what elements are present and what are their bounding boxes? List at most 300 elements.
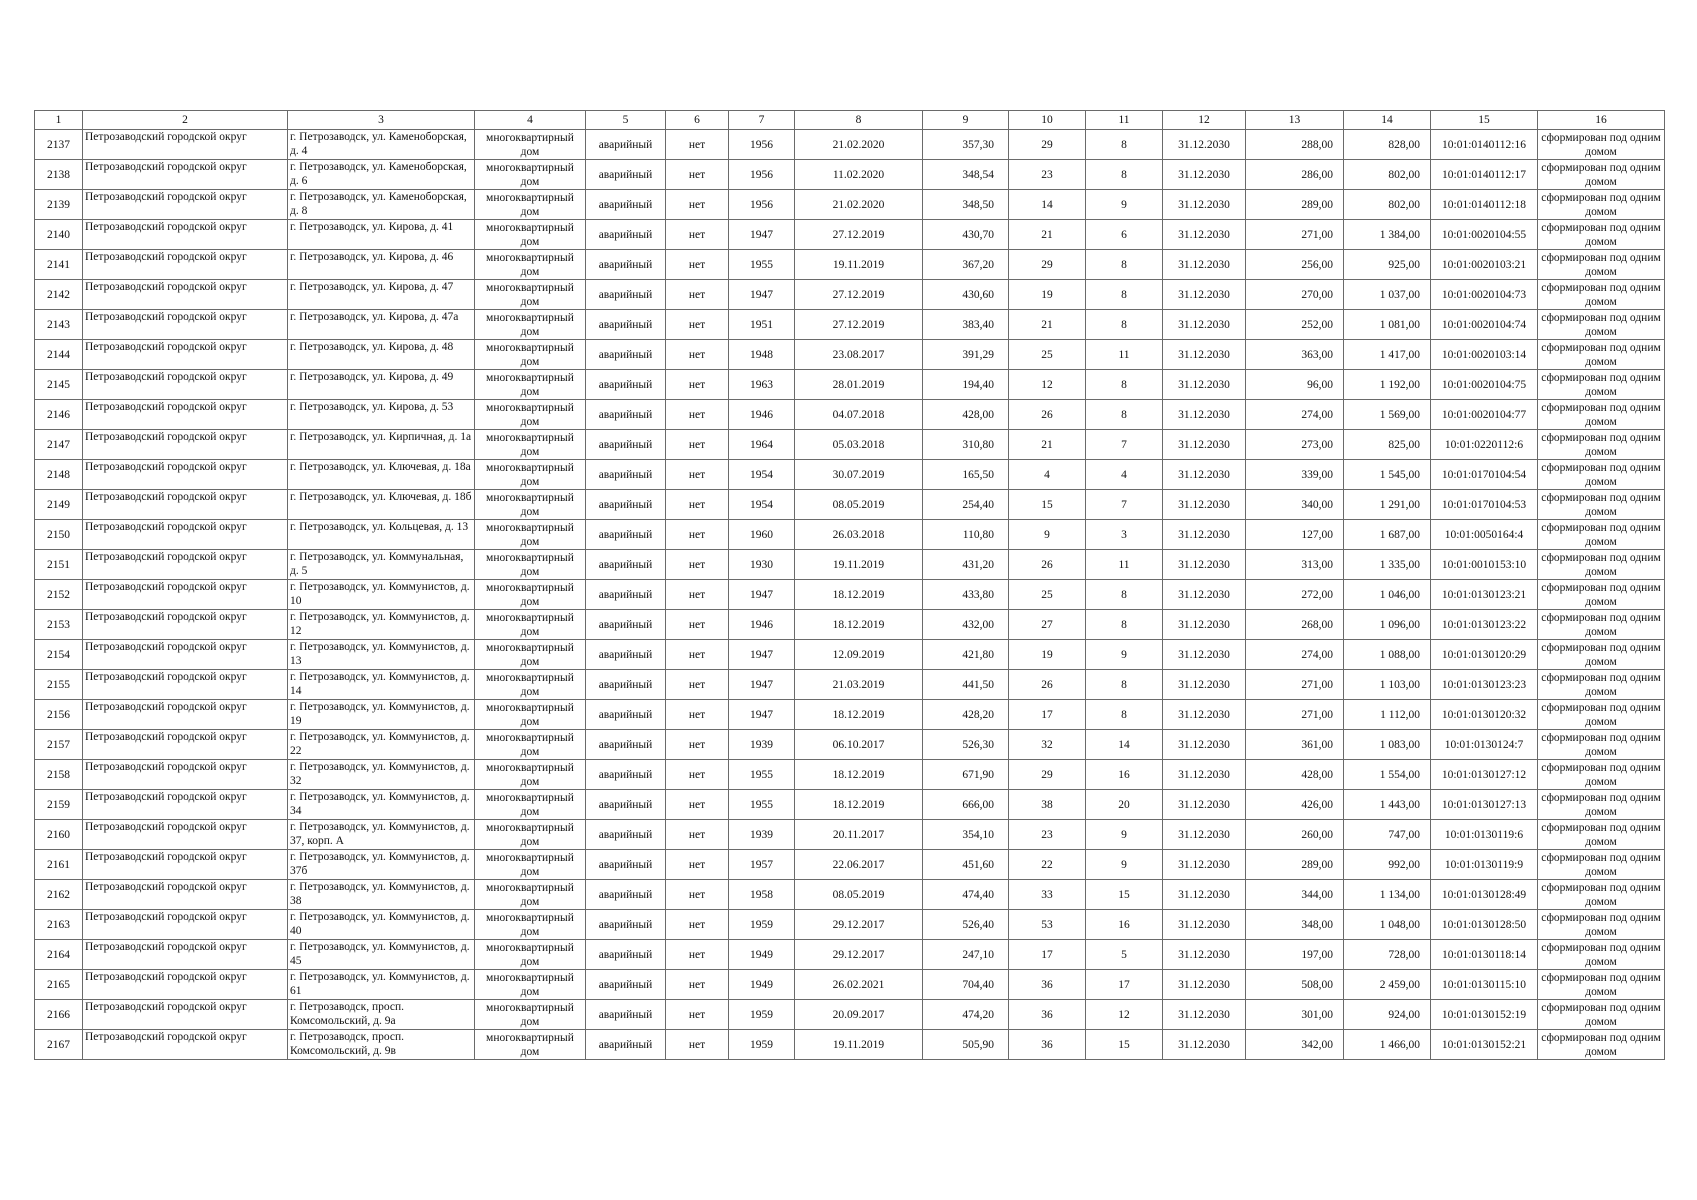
cell-note: сформирован под одним домом [1538,490,1665,520]
cell-area: 354,10 [923,820,1009,850]
cell-address: г. Петрозаводск, ул. Кирова, д. 46 [288,250,475,280]
cell-address: г. Петрозаводск, ул. Кирпичная, д. 1а [288,430,475,460]
cell-cost: 925,00 [1344,250,1431,280]
cell-row-number: 2152 [35,580,83,610]
cell-date: 20.11.2017 [795,820,923,850]
cell-deadline: 31.12.2030 [1163,1000,1246,1030]
cell-area-2: 428,00 [1246,760,1344,790]
cell-area: 421,80 [923,640,1009,670]
cell-note: сформирован под одним домом [1538,670,1665,700]
cell-building-type: многоквартирный дом [475,490,586,520]
cell-area: 367,20 [923,250,1009,280]
cell-apartments: 9 [1086,850,1163,880]
cell-year-built: 1947 [729,580,795,610]
column-header-15: 15 [1431,111,1538,130]
cell-municipality: Петрозаводский городской округ [83,610,288,640]
cell-year-built: 1959 [729,1030,795,1060]
table-row [35,850,1665,880]
cell-row-number: 2158 [35,760,83,790]
cell-apartments: 17 [1086,970,1163,1000]
cell-date: 12.09.2019 [795,640,923,670]
cell-cadastral-number: 10:01:0020103:21 [1431,250,1538,280]
cell-apartments: 11 [1086,550,1163,580]
cell-cadastral-number: 10:01:0140112:17 [1431,160,1538,190]
cell-municipality: Петрозаводский городской округ [83,310,288,340]
cell-deadline: 31.12.2030 [1163,790,1246,820]
cell-deadline: 31.12.2030 [1163,220,1246,250]
cell-deadline: 31.12.2030 [1163,640,1246,670]
cell-note: сформирован под одним домом [1538,1030,1665,1060]
cell-note: сформирован под одним домом [1538,730,1665,760]
cell-apartments: 12 [1086,1000,1163,1030]
cell-area-2: 342,00 [1246,1030,1344,1060]
cell-year-built: 1956 [729,160,795,190]
cell-cost: 1 687,00 [1344,520,1431,550]
cell-municipality: Петрозаводский городской округ [83,1030,288,1060]
cell-residents: 36 [1009,970,1086,1000]
cell-apartments: 4 [1086,460,1163,490]
cell-deadline: 31.12.2030 [1163,670,1246,700]
cell-apartments: 11 [1086,340,1163,370]
cell-area-2: 271,00 [1246,220,1344,250]
cell-deadline: 31.12.2030 [1163,910,1246,940]
cell-row-number: 2167 [35,1030,83,1060]
cell-note: сформирован под одним домом [1538,430,1665,460]
table-row [35,460,1665,490]
cell-year-built: 1949 [729,970,795,1000]
cell-note: сформирован под одним домом [1538,790,1665,820]
cell-year-built: 1955 [729,760,795,790]
cell-flag: нет [666,910,729,940]
cell-area-2: 197,00 [1246,940,1344,970]
cell-residents: 9 [1009,520,1086,550]
cell-cadastral-number: 10:01:0130118:14 [1431,940,1538,970]
cell-cost: 1 083,00 [1344,730,1431,760]
cell-building-type: многоквартирный дом [475,940,586,970]
cell-address: г. Петрозаводск, просп. Комсомольский, д. 9в [288,1030,475,1060]
cell-date: 18.12.2019 [795,580,923,610]
cell-area-2: 268,00 [1246,610,1344,640]
cell-note: сформирован под одним домом [1538,400,1665,430]
table-row [35,820,1665,850]
cell-municipality: Петрозаводский городской округ [83,910,288,940]
cell-year-built: 1955 [729,790,795,820]
cell-year-built: 1947 [729,280,795,310]
cell-address: г. Петрозаводск, ул. Коммунистов, д. 37, корп. А [288,820,475,850]
cell-deadline: 31.12.2030 [1163,370,1246,400]
cell-municipality: Петрозаводский городской округ [83,850,288,880]
cell-cost: 1 096,00 [1344,610,1431,640]
cell-address: г. Петрозаводск, ул. Коммунистов, д. 10 [288,580,475,610]
cell-condition: аварийный [586,490,666,520]
cell-municipality: Петрозаводский городской округ [83,400,288,430]
cell-residents: 21 [1009,430,1086,460]
cell-cadastral-number: 10:01:0130128:49 [1431,880,1538,910]
cell-year-built: 1930 [729,550,795,580]
cell-deadline: 31.12.2030 [1163,850,1246,880]
cell-year-built: 1956 [729,190,795,220]
cell-deadline: 31.12.2030 [1163,1030,1246,1060]
cell-residents: 23 [1009,820,1086,850]
table-row [35,610,1665,640]
cell-cost: 728,00 [1344,940,1431,970]
cell-address: г. Петрозаводск, ул. Ключевая, д. 18а [288,460,475,490]
cell-year-built: 1948 [729,340,795,370]
cell-row-number: 2153 [35,610,83,640]
cell-building-type: многоквартирный дом [475,640,586,670]
cell-cost: 1 112,00 [1344,700,1431,730]
cell-condition: аварийный [586,340,666,370]
cell-municipality: Петрозаводский городской округ [83,550,288,580]
cell-building-type: многоквартирный дом [475,280,586,310]
cell-residents: 25 [1009,580,1086,610]
cell-municipality: Петрозаводский городской округ [83,670,288,700]
cell-row-number: 2162 [35,880,83,910]
cell-residents: 36 [1009,1030,1086,1060]
cell-row-number: 2148 [35,460,83,490]
cell-building-type: многоквартирный дом [475,910,586,940]
cell-building-type: многоквартирный дом [475,730,586,760]
table-row [35,190,1665,220]
table-row [35,670,1665,700]
cell-apartments: 20 [1086,790,1163,820]
cell-date: 08.05.2019 [795,490,923,520]
cell-flag: нет [666,580,729,610]
cell-municipality: Петрозаводский городской округ [83,580,288,610]
column-header-14: 14 [1344,111,1431,130]
cell-apartments: 15 [1086,880,1163,910]
cell-row-number: 2137 [35,130,83,160]
cell-date: 26.03.2018 [795,520,923,550]
cell-deadline: 31.12.2030 [1163,130,1246,160]
cell-row-number: 2140 [35,220,83,250]
cell-cadastral-number: 10:01:0020103:14 [1431,340,1538,370]
cell-date: 27.12.2019 [795,220,923,250]
cell-area-2: 272,00 [1246,580,1344,610]
cell-year-built: 1956 [729,130,795,160]
table-row [35,640,1665,670]
cell-apartments: 8 [1086,280,1163,310]
cell-condition: аварийный [586,430,666,460]
table-header [35,111,1665,130]
cell-note: сформирован под одним домом [1538,850,1665,880]
cell-year-built: 1949 [729,940,795,970]
table-row [35,700,1665,730]
cell-deadline: 31.12.2030 [1163,250,1246,280]
cell-flag: нет [666,1030,729,1060]
cell-municipality: Петрозаводский городской округ [83,190,288,220]
table-row [35,220,1665,250]
cell-deadline: 31.12.2030 [1163,580,1246,610]
cell-apartments: 16 [1086,760,1163,790]
cell-row-number: 2142 [35,280,83,310]
cell-building-type: многоквартирный дом [475,430,586,460]
cell-condition: аварийный [586,460,666,490]
cell-municipality: Петрозаводский городской округ [83,280,288,310]
cell-cost: 825,00 [1344,430,1431,460]
cell-apartments: 8 [1086,610,1163,640]
table-row [35,280,1665,310]
cell-cost: 1 081,00 [1344,310,1431,340]
cell-row-number: 2151 [35,550,83,580]
cell-cadastral-number: 10:01:0130124:7 [1431,730,1538,760]
cell-area: 474,20 [923,1000,1009,1030]
cell-deadline: 31.12.2030 [1163,310,1246,340]
cell-cost: 1 554,00 [1344,760,1431,790]
cell-row-number: 2143 [35,310,83,340]
cell-note: сформирован под одним домом [1538,910,1665,940]
cell-municipality: Петрозаводский городской округ [83,730,288,760]
cell-row-number: 2149 [35,490,83,520]
column-header-10: 10 [1009,111,1086,130]
cell-apartments: 16 [1086,910,1163,940]
cell-address: г. Петрозаводск, ул. Коммунистов, д. 13 [288,640,475,670]
cell-row-number: 2163 [35,910,83,940]
cell-address: г. Петрозаводск, ул. Кольцевая, д. 13 [288,520,475,550]
cell-cost: 1 192,00 [1344,370,1431,400]
table-row [35,1030,1665,1060]
cell-condition: аварийный [586,670,666,700]
cell-municipality: Петрозаводский городской округ [83,430,288,460]
cell-address: г. Петрозаводск, ул. Кирова, д. 41 [288,220,475,250]
cell-area: 430,60 [923,280,1009,310]
column-header-7: 7 [729,111,795,130]
cell-flag: нет [666,340,729,370]
cell-address: г. Петрозаводск, ул. Коммунистов, д. 45 [288,940,475,970]
cell-apartments: 8 [1086,250,1163,280]
cell-condition: аварийный [586,520,666,550]
cell-note: сформирован под одним домом [1538,280,1665,310]
cell-municipality: Петрозаводский городской округ [83,790,288,820]
cell-flag: нет [666,880,729,910]
cell-note: сформирован под одним домом [1538,340,1665,370]
cell-condition: аварийный [586,220,666,250]
cell-apartments: 9 [1086,820,1163,850]
cell-note: сформирован под одним домом [1538,610,1665,640]
cell-note: сформирован под одним домом [1538,970,1665,1000]
cell-flag: нет [666,610,729,640]
cell-note: сформирован под одним домом [1538,460,1665,490]
cell-deadline: 31.12.2030 [1163,970,1246,1000]
cell-flag: нет [666,970,729,1000]
cell-row-number: 2157 [35,730,83,760]
cell-date: 29.12.2017 [795,910,923,940]
cell-building-type: многоквартирный дом [475,880,586,910]
cell-flag: нет [666,790,729,820]
cell-area: 441,50 [923,670,1009,700]
cell-flag: нет [666,670,729,700]
cell-building-type: многоквартирный дом [475,1000,586,1030]
cell-municipality: Петрозаводский городской округ [83,970,288,1000]
column-header-12: 12 [1163,111,1246,130]
cell-year-built: 1954 [729,490,795,520]
table-row [35,400,1665,430]
cell-municipality: Петрозаводский городской округ [83,940,288,970]
cell-deadline: 31.12.2030 [1163,520,1246,550]
column-header-13: 13 [1246,111,1344,130]
cell-building-type: многоквартирный дом [475,1030,586,1060]
cell-condition: аварийный [586,400,666,430]
cell-cadastral-number: 10:01:0130123:21 [1431,580,1538,610]
cell-cadastral-number: 10:01:0170104:54 [1431,460,1538,490]
table-row [35,160,1665,190]
cell-condition: аварийный [586,640,666,670]
cell-cost: 1 291,00 [1344,490,1431,520]
cell-area-2: 271,00 [1246,700,1344,730]
cell-deadline: 31.12.2030 [1163,880,1246,910]
table-row [35,340,1665,370]
cell-building-type: многоквартирный дом [475,460,586,490]
cell-building-type: многоквартирный дом [475,550,586,580]
cell-cost: 1 384,00 [1344,220,1431,250]
cell-cost: 828,00 [1344,130,1431,160]
cell-cost: 802,00 [1344,190,1431,220]
cell-row-number: 2161 [35,850,83,880]
cell-note: сформирован под одним домом [1538,940,1665,970]
cell-cadastral-number: 10:01:0130123:22 [1431,610,1538,640]
cell-condition: аварийный [586,550,666,580]
cell-flag: нет [666,820,729,850]
cell-cost: 1 103,00 [1344,670,1431,700]
cell-address: г. Петрозаводск, ул. Коммунальная, д. 5 [288,550,475,580]
cell-apartments: 8 [1086,670,1163,700]
cell-condition: аварийный [586,760,666,790]
cell-address: г. Петрозаводск, ул. Каменоборская, д. 6 [288,160,475,190]
cell-residents: 21 [1009,220,1086,250]
cell-apartments: 7 [1086,490,1163,520]
cell-year-built: 1946 [729,400,795,430]
cell-year-built: 1957 [729,850,795,880]
cell-address: г. Петрозаводск, ул. Коммунистов, д. 22 [288,730,475,760]
cell-area: 110,80 [923,520,1009,550]
cell-area-2: 289,00 [1246,850,1344,880]
cell-year-built: 1959 [729,910,795,940]
cell-area: 666,00 [923,790,1009,820]
cell-deadline: 31.12.2030 [1163,280,1246,310]
cell-row-number: 2159 [35,790,83,820]
cell-note: сформирован под одним домом [1538,520,1665,550]
cell-building-type: многоквартирный дом [475,970,586,1000]
cell-building-type: многоквартирный дом [475,310,586,340]
cell-date: 18.12.2019 [795,760,923,790]
header-row [35,111,1665,130]
cell-address: г. Петрозаводск, ул. Ключевая, д. 18б [288,490,475,520]
cell-flag: нет [666,460,729,490]
cell-area-2: 361,00 [1246,730,1344,760]
cell-row-number: 2166 [35,1000,83,1030]
cell-residents: 25 [1009,340,1086,370]
cell-deadline: 31.12.2030 [1163,190,1246,220]
column-header-1: 1 [35,111,83,130]
cell-area-2: 127,00 [1246,520,1344,550]
cell-apartments: 7 [1086,430,1163,460]
table-row [35,790,1665,820]
cell-area: 704,40 [923,970,1009,1000]
cell-deadline: 31.12.2030 [1163,550,1246,580]
cell-row-number: 2147 [35,430,83,460]
cell-deadline: 31.12.2030 [1163,700,1246,730]
cell-area-2: 344,00 [1246,880,1344,910]
cell-year-built: 1939 [729,820,795,850]
cell-cost: 1 335,00 [1344,550,1431,580]
cell-apartments: 8 [1086,370,1163,400]
table-row [35,490,1665,520]
table-row [35,130,1665,160]
cell-deadline: 31.12.2030 [1163,610,1246,640]
cell-cadastral-number: 10:01:0020104:73 [1431,280,1538,310]
cell-cadastral-number: 10:01:0130119:6 [1431,820,1538,850]
table-row [35,580,1665,610]
cell-date: 23.08.2017 [795,340,923,370]
cell-year-built: 1958 [729,880,795,910]
cell-cost: 1 569,00 [1344,400,1431,430]
cell-cost: 1 466,00 [1344,1030,1431,1060]
cell-apartments: 6 [1086,220,1163,250]
cell-deadline: 31.12.2030 [1163,340,1246,370]
cell-building-type: многоквартирный дом [475,220,586,250]
cell-note: сформирован под одним домом [1538,550,1665,580]
cell-date: 18.12.2019 [795,790,923,820]
cell-address: г. Петрозаводск, ул. Коммунистов, д. 61 [288,970,475,1000]
cell-address: г. Петрозаводск, ул. Кирова, д. 49 [288,370,475,400]
cell-condition: аварийный [586,190,666,220]
cell-cadastral-number: 10:01:0130115:10 [1431,970,1538,1000]
cell-residents: 19 [1009,640,1086,670]
cell-apartments: 8 [1086,160,1163,190]
cell-address: г. Петрозаводск, ул. Коммунистов, д. 12 [288,610,475,640]
column-header-6: 6 [666,111,729,130]
cell-date: 06.10.2017 [795,730,923,760]
cell-residents: 17 [1009,700,1086,730]
cell-condition: аварийный [586,580,666,610]
cell-residents: 29 [1009,760,1086,790]
cell-area-2: 289,00 [1246,190,1344,220]
cell-address: г. Петрозаводск, ул. Коммунистов, д. 19 [288,700,475,730]
cell-condition: аварийный [586,280,666,310]
cell-residents: 33 [1009,880,1086,910]
cell-row-number: 2165 [35,970,83,1000]
cell-address: г. Петрозаводск, ул. Коммунистов, д. 34 [288,790,475,820]
cell-deadline: 31.12.2030 [1163,940,1246,970]
cell-residents: 15 [1009,490,1086,520]
cell-area: 526,30 [923,730,1009,760]
cell-residents: 29 [1009,130,1086,160]
cell-area-2: 426,00 [1246,790,1344,820]
cell-area-2: 256,00 [1246,250,1344,280]
cell-note: сформирован под одним домом [1538,220,1665,250]
cell-flag: нет [666,850,729,880]
cell-row-number: 2154 [35,640,83,670]
cell-area: 357,30 [923,130,1009,160]
cell-cadastral-number: 10:01:0020104:74 [1431,310,1538,340]
cell-condition: аварийный [586,820,666,850]
cell-year-built: 1959 [729,1000,795,1030]
cell-condition: аварийный [586,250,666,280]
cell-apartments: 14 [1086,730,1163,760]
cell-address: г. Петрозаводск, ул. Коммунистов, д. 14 [288,670,475,700]
cell-building-type: многоквартирный дом [475,190,586,220]
cell-row-number: 2146 [35,400,83,430]
cell-municipality: Петрозаводский городской округ [83,130,288,160]
cell-area: 432,00 [923,610,1009,640]
cell-apartments: 5 [1086,940,1163,970]
cell-building-type: многоквартирный дом [475,340,586,370]
cell-cadastral-number: 10:01:0130152:19 [1431,1000,1538,1030]
cell-flag: нет [666,940,729,970]
cell-cost: 1 134,00 [1344,880,1431,910]
cell-deadline: 31.12.2030 [1163,760,1246,790]
cell-area-2: 96,00 [1246,370,1344,400]
